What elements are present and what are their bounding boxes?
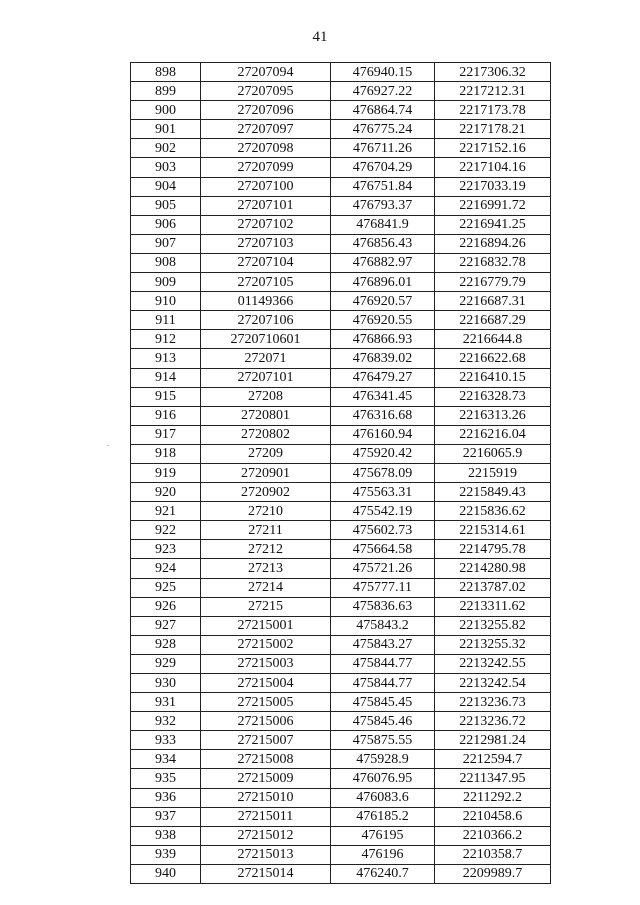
- y-coordinate-cell: 2216991.72: [435, 196, 551, 215]
- x-coordinate-cell: 475563.31: [331, 483, 435, 502]
- point-id-cell: 27215007: [201, 731, 331, 750]
- x-coordinate-cell: 476864.74: [331, 101, 435, 120]
- point-number-cell: 936: [131, 788, 201, 807]
- point-number-cell: 929: [131, 654, 201, 673]
- table-row: [131, 82, 551, 101]
- point-id-cell: 27215003: [201, 654, 331, 673]
- x-coordinate-cell: 475836.63: [331, 597, 435, 616]
- point-number-cell: 911: [131, 311, 201, 330]
- y-coordinate-cell: 2217104.16: [435, 158, 551, 177]
- y-coordinate-cell: 2216941.25: [435, 215, 551, 234]
- point-id-cell: 27211: [201, 521, 331, 540]
- y-coordinate-cell: 2213242.54: [435, 674, 551, 693]
- point-number-cell: 905: [131, 196, 201, 215]
- table-row: [131, 769, 551, 788]
- point-id-cell: 27207097: [201, 120, 331, 139]
- point-id-cell: 27207101: [201, 368, 331, 387]
- point-number-cell: 921: [131, 502, 201, 521]
- point-number-cell: 898: [131, 63, 201, 82]
- point-id-cell: 27215012: [201, 826, 331, 845]
- y-coordinate-cell: 2216328.73: [435, 387, 551, 406]
- point-id-cell: 27207099: [201, 158, 331, 177]
- table-row: [131, 215, 551, 234]
- table-row: [131, 387, 551, 406]
- point-number-cell: 918: [131, 444, 201, 463]
- table-row: [131, 635, 551, 654]
- x-coordinate-cell: 476196: [331, 845, 435, 864]
- point-number-cell: 919: [131, 463, 201, 482]
- x-coordinate-cell: 476240.7: [331, 864, 435, 883]
- point-number-cell: 913: [131, 349, 201, 368]
- point-id-cell: 2720802: [201, 425, 331, 444]
- point-number-cell: 909: [131, 273, 201, 292]
- table-row: [131, 63, 551, 82]
- table-row: [131, 578, 551, 597]
- y-coordinate-cell: 2216687.31: [435, 292, 551, 311]
- point-id-cell: 2720801: [201, 406, 331, 425]
- coordinates-table: [130, 62, 551, 884]
- y-coordinate-cell: 2216779.79: [435, 273, 551, 292]
- point-id-cell: 01149366: [201, 292, 331, 311]
- point-id-cell: 27207101: [201, 196, 331, 215]
- margin-mark: .: [107, 439, 109, 448]
- point-number-cell: 928: [131, 635, 201, 654]
- x-coordinate-cell: 476185.2: [331, 807, 435, 826]
- x-coordinate-cell: 476704.29: [331, 158, 435, 177]
- x-coordinate-cell: 475928.9: [331, 750, 435, 769]
- point-id-cell: 27214: [201, 578, 331, 597]
- x-coordinate-cell: 476882.97: [331, 253, 435, 272]
- x-coordinate-cell: 475845.46: [331, 712, 435, 731]
- point-number-cell: 924: [131, 559, 201, 578]
- x-coordinate-cell: 476195: [331, 826, 435, 845]
- x-coordinate-cell: 475843.27: [331, 635, 435, 654]
- y-coordinate-cell: 2216065.9: [435, 444, 551, 463]
- x-coordinate-cell: 475844.77: [331, 674, 435, 693]
- x-coordinate-cell: 476839.02: [331, 349, 435, 368]
- point-id-cell: 27207094: [201, 63, 331, 82]
- y-coordinate-cell: 2216644.8: [435, 330, 551, 349]
- point-number-cell: 917: [131, 425, 201, 444]
- x-coordinate-cell: 476920.55: [331, 311, 435, 330]
- y-coordinate-cell: 2216410.15: [435, 368, 551, 387]
- table-row: [131, 483, 551, 502]
- point-id-cell: 27207100: [201, 177, 331, 196]
- x-coordinate-cell: 475678.09: [331, 463, 435, 482]
- table-row: [131, 788, 551, 807]
- point-number-cell: 934: [131, 750, 201, 769]
- table-row: [131, 444, 551, 463]
- y-coordinate-cell: 2213242.55: [435, 654, 551, 673]
- table-row: [131, 826, 551, 845]
- table-row: [131, 330, 551, 349]
- point-number-cell: 933: [131, 731, 201, 750]
- y-coordinate-cell: 2213255.32: [435, 635, 551, 654]
- point-id-cell: 27215014: [201, 864, 331, 883]
- x-coordinate-cell: 476751.84: [331, 177, 435, 196]
- y-coordinate-cell: 2217178.21: [435, 120, 551, 139]
- table-row: [131, 502, 551, 521]
- point-number-cell: 930: [131, 674, 201, 693]
- x-coordinate-cell: 475721.26: [331, 559, 435, 578]
- table-row: [131, 139, 551, 158]
- table-row: [131, 750, 551, 769]
- point-id-cell: 27207103: [201, 234, 331, 253]
- x-coordinate-cell: 475664.58: [331, 540, 435, 559]
- y-coordinate-cell: 2216216.04: [435, 425, 551, 444]
- page-number: 41: [312, 29, 328, 45]
- point-number-cell: 903: [131, 158, 201, 177]
- point-id-cell: 27207105: [201, 273, 331, 292]
- table-row: [131, 311, 551, 330]
- table-row: [131, 253, 551, 272]
- x-coordinate-cell: 475843.2: [331, 616, 435, 635]
- table-row: [131, 693, 551, 712]
- table-row: [131, 368, 551, 387]
- table-row: [131, 234, 551, 253]
- table-row: [131, 101, 551, 120]
- y-coordinate-cell: 2210458.6: [435, 807, 551, 826]
- point-number-cell: 901: [131, 120, 201, 139]
- x-coordinate-cell: 476711.26: [331, 139, 435, 158]
- point-id-cell: 27215001: [201, 616, 331, 635]
- point-id-cell: 27207104: [201, 253, 331, 272]
- y-coordinate-cell: 2215314.61: [435, 521, 551, 540]
- point-id-cell: 2720902: [201, 483, 331, 502]
- table-row: [131, 674, 551, 693]
- point-number-cell: 912: [131, 330, 201, 349]
- point-id-cell: 27210: [201, 502, 331, 521]
- y-coordinate-cell: 2216687.29: [435, 311, 551, 330]
- table-row: [131, 349, 551, 368]
- y-coordinate-cell: 2216894.26: [435, 234, 551, 253]
- x-coordinate-cell: 475845.45: [331, 693, 435, 712]
- y-coordinate-cell: 2214795.78: [435, 540, 551, 559]
- x-coordinate-cell: 475920.42: [331, 444, 435, 463]
- point-id-cell: 2720901: [201, 463, 331, 482]
- y-coordinate-cell: 2213236.72: [435, 712, 551, 731]
- point-id-cell: 27207106: [201, 311, 331, 330]
- y-coordinate-cell: 2212594.7: [435, 750, 551, 769]
- point-id-cell: 27212: [201, 540, 331, 559]
- table-row: [131, 406, 551, 425]
- y-coordinate-cell: 2210358.7: [435, 845, 551, 864]
- y-coordinate-cell: 2217173.78: [435, 101, 551, 120]
- point-number-cell: 937: [131, 807, 201, 826]
- y-coordinate-cell: 2216313.26: [435, 406, 551, 425]
- table-row: [131, 616, 551, 635]
- point-id-cell: 27207102: [201, 215, 331, 234]
- y-coordinate-cell: 2214280.98: [435, 559, 551, 578]
- table-row: [131, 158, 551, 177]
- point-number-cell: 925: [131, 578, 201, 597]
- y-coordinate-cell: 2216832.78: [435, 253, 551, 272]
- x-coordinate-cell: 476083.6: [331, 788, 435, 807]
- point-number-cell: 900: [131, 101, 201, 120]
- y-coordinate-cell: 2213255.82: [435, 616, 551, 635]
- point-number-cell: 904: [131, 177, 201, 196]
- point-number-cell: 915: [131, 387, 201, 406]
- point-id-cell: 27215008: [201, 750, 331, 769]
- point-number-cell: 914: [131, 368, 201, 387]
- table-row: [131, 463, 551, 482]
- x-coordinate-cell: 476160.94: [331, 425, 435, 444]
- point-id-cell: 27208: [201, 387, 331, 406]
- table-row: [131, 845, 551, 864]
- point-number-cell: 916: [131, 406, 201, 425]
- x-coordinate-cell: 476927.22: [331, 82, 435, 101]
- x-coordinate-cell: 475875.55: [331, 731, 435, 750]
- table-row: [131, 807, 551, 826]
- table-row: [131, 559, 551, 578]
- point-id-cell: 27215006: [201, 712, 331, 731]
- point-number-cell: 920: [131, 483, 201, 502]
- y-coordinate-cell: 2213311.62: [435, 597, 551, 616]
- x-coordinate-cell: 476896.01: [331, 273, 435, 292]
- x-coordinate-cell: 475542.19: [331, 502, 435, 521]
- x-coordinate-cell: 476841.9: [331, 215, 435, 234]
- table-row: [131, 196, 551, 215]
- x-coordinate-cell: 476775.24: [331, 120, 435, 139]
- point-id-cell: 27207095: [201, 82, 331, 101]
- y-coordinate-cell: 2217306.32: [435, 63, 551, 82]
- point-id-cell: 27207096: [201, 101, 331, 120]
- point-number-cell: 939: [131, 845, 201, 864]
- point-id-cell: 27215013: [201, 845, 331, 864]
- x-coordinate-cell: 476341.45: [331, 387, 435, 406]
- table-row: [131, 540, 551, 559]
- y-coordinate-cell: 2217152.16: [435, 139, 551, 158]
- y-coordinate-cell: 2215849.43: [435, 483, 551, 502]
- point-id-cell: 27213: [201, 559, 331, 578]
- point-id-cell: 2720710601: [201, 330, 331, 349]
- point-number-cell: 906: [131, 215, 201, 234]
- y-coordinate-cell: 2215836.62: [435, 502, 551, 521]
- y-coordinate-cell: 2213236.73: [435, 693, 551, 712]
- point-number-cell: 926: [131, 597, 201, 616]
- x-coordinate-cell: 475844.77: [331, 654, 435, 673]
- point-id-cell: 27215009: [201, 769, 331, 788]
- point-number-cell: 922: [131, 521, 201, 540]
- table-row: [131, 521, 551, 540]
- table-row: [131, 712, 551, 731]
- point-number-cell: 923: [131, 540, 201, 559]
- point-number-cell: 907: [131, 234, 201, 253]
- table-row: [131, 273, 551, 292]
- table-row: [131, 120, 551, 139]
- point-number-cell: 931: [131, 693, 201, 712]
- y-coordinate-cell: 2211347.95: [435, 769, 551, 788]
- x-coordinate-cell: 476856.43: [331, 234, 435, 253]
- point-id-cell: 27215: [201, 597, 331, 616]
- table-row: [131, 425, 551, 444]
- y-coordinate-cell: 2217033.19: [435, 177, 551, 196]
- point-number-cell: 940: [131, 864, 201, 883]
- table-row: [131, 864, 551, 883]
- point-number-cell: 927: [131, 616, 201, 635]
- table-row: [131, 292, 551, 311]
- x-coordinate-cell: 476866.93: [331, 330, 435, 349]
- x-coordinate-cell: 475777.11: [331, 578, 435, 597]
- point-number-cell: 902: [131, 139, 201, 158]
- y-coordinate-cell: 2217212.31: [435, 82, 551, 101]
- x-coordinate-cell: 476316.68: [331, 406, 435, 425]
- point-id-cell: 27215010: [201, 788, 331, 807]
- point-id-cell: 27215005: [201, 693, 331, 712]
- x-coordinate-cell: 476479.27: [331, 368, 435, 387]
- point-number-cell: 910: [131, 292, 201, 311]
- point-id-cell: 27215011: [201, 807, 331, 826]
- y-coordinate-cell: 2210366.2: [435, 826, 551, 845]
- y-coordinate-cell: 2209989.7: [435, 864, 551, 883]
- coordinates-table-body: [131, 63, 551, 884]
- x-coordinate-cell: 475602.73: [331, 521, 435, 540]
- y-coordinate-cell: 2212981.24: [435, 731, 551, 750]
- point-number-cell: 935: [131, 769, 201, 788]
- point-id-cell: 27215004: [201, 674, 331, 693]
- table-row: [131, 177, 551, 196]
- point-id-cell: 27209: [201, 444, 331, 463]
- table-row: [131, 597, 551, 616]
- point-id-cell: 27215002: [201, 635, 331, 654]
- y-coordinate-cell: 2215919: [435, 463, 551, 482]
- table-row: [131, 654, 551, 673]
- point-number-cell: 908: [131, 253, 201, 272]
- y-coordinate-cell: 2213787.02: [435, 578, 551, 597]
- x-coordinate-cell: 476940.15: [331, 63, 435, 82]
- point-number-cell: 932: [131, 712, 201, 731]
- table-row: [131, 731, 551, 750]
- y-coordinate-cell: 2211292.2: [435, 788, 551, 807]
- point-id-cell: 27207098: [201, 139, 331, 158]
- x-coordinate-cell: 476076.95: [331, 769, 435, 788]
- x-coordinate-cell: 476793.37: [331, 196, 435, 215]
- y-coordinate-cell: 2216622.68: [435, 349, 551, 368]
- point-number-cell: 899: [131, 82, 201, 101]
- point-number-cell: 938: [131, 826, 201, 845]
- x-coordinate-cell: 476920.57: [331, 292, 435, 311]
- point-id-cell: 272071: [201, 349, 331, 368]
